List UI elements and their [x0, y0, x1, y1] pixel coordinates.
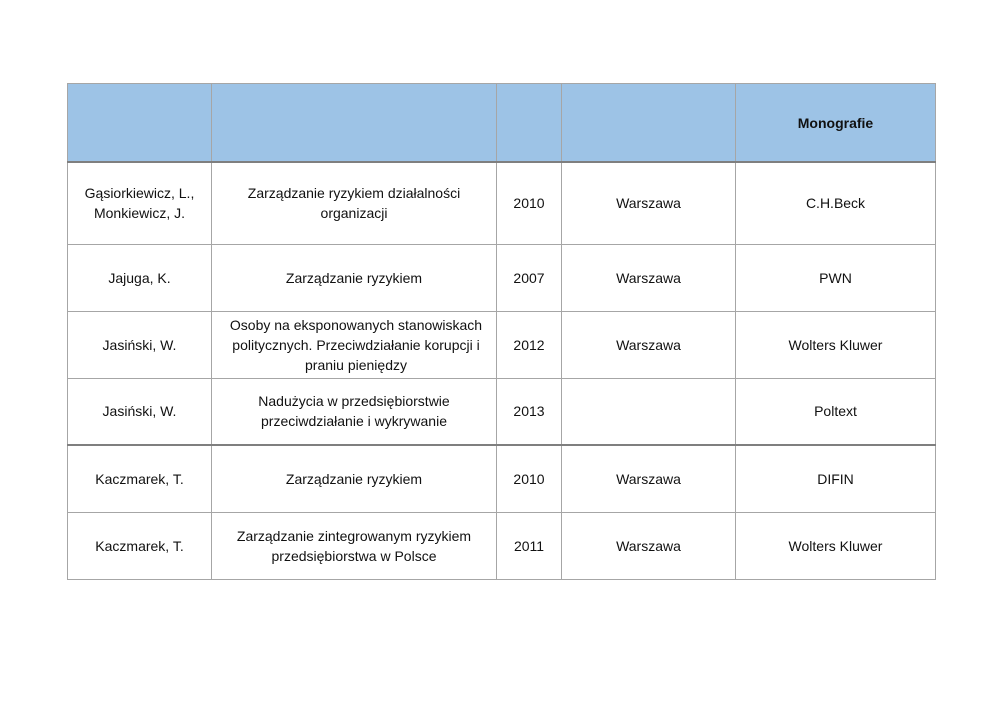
year-cell: 2010 [497, 445, 562, 512]
title-cell: Zarządzanie ryzykiem [212, 244, 497, 311]
year-cell: 2010 [497, 162, 562, 244]
publisher-cell: Wolters Kluwer [736, 512, 936, 579]
publisher-cell: DIFIN [736, 445, 936, 512]
author-cell: Jasiński, W. [68, 311, 212, 378]
title-cell [212, 512, 497, 579]
year-cell: 2007 [497, 244, 562, 311]
table-row [68, 445, 936, 512]
city-cell: Warszawa [562, 445, 736, 512]
header-cell-title [212, 84, 497, 163]
author-cell [68, 162, 212, 244]
table-row [68, 378, 936, 445]
year-cell: 2013 [497, 378, 562, 445]
city-cell: Warszawa [562, 311, 736, 378]
publisher-cell: C.H.Beck [736, 162, 936, 244]
header-cell-author [68, 84, 212, 163]
year-cell: 2011 [497, 512, 562, 579]
author-text: Gąsiorkiewicz, L., Monkiewicz, J. [84, 185, 195, 222]
header-cell-year [497, 84, 562, 163]
year-cell: 2012 [497, 311, 562, 378]
publisher-cell: PWN [736, 244, 936, 311]
city-cell: Warszawa [562, 162, 736, 244]
title-text: Nadużycia w przedsiębiorstwie przeciwdziałanie i wykrywanie [258, 393, 450, 430]
publisher-cell: Poltext [736, 378, 936, 445]
table-row [68, 311, 936, 378]
title-text: Osoby na eksponowanych stanowiskach politycznych. Przeciwdziałanie korupcji i praniu pieniędzy [229, 316, 483, 373]
table-row [68, 512, 936, 579]
city-cell: Warszawa [562, 512, 736, 579]
author-cell: Kaczmarek, T. [68, 445, 212, 512]
header-cell-monografie: Monografie [736, 84, 936, 163]
title-cell [212, 311, 497, 378]
table-row [68, 162, 936, 244]
title-cell: Zarządzanie ryzykiem [212, 445, 497, 512]
author-cell: Jajuga, K. [68, 244, 212, 311]
table-row [68, 244, 936, 311]
bibliography-table [67, 83, 936, 580]
city-cell: Warszawa [562, 244, 736, 311]
publisher-cell: Wolters Kluwer [736, 311, 936, 378]
author-cell: Jasiński, W. [68, 378, 212, 445]
title-cell [212, 162, 497, 244]
title-text: Zarządzanie zintegrowanym ryzykiem przedsiębiorstwa w Polsce [236, 527, 472, 564]
header-cell-city [562, 84, 736, 163]
table-header-row [68, 84, 936, 163]
title-cell [212, 378, 497, 445]
city-cell [562, 378, 736, 445]
title-text: Zarządzanie ryzykiem działalności organizacji [247, 185, 461, 222]
author-cell: Kaczmarek, T. [68, 512, 212, 579]
